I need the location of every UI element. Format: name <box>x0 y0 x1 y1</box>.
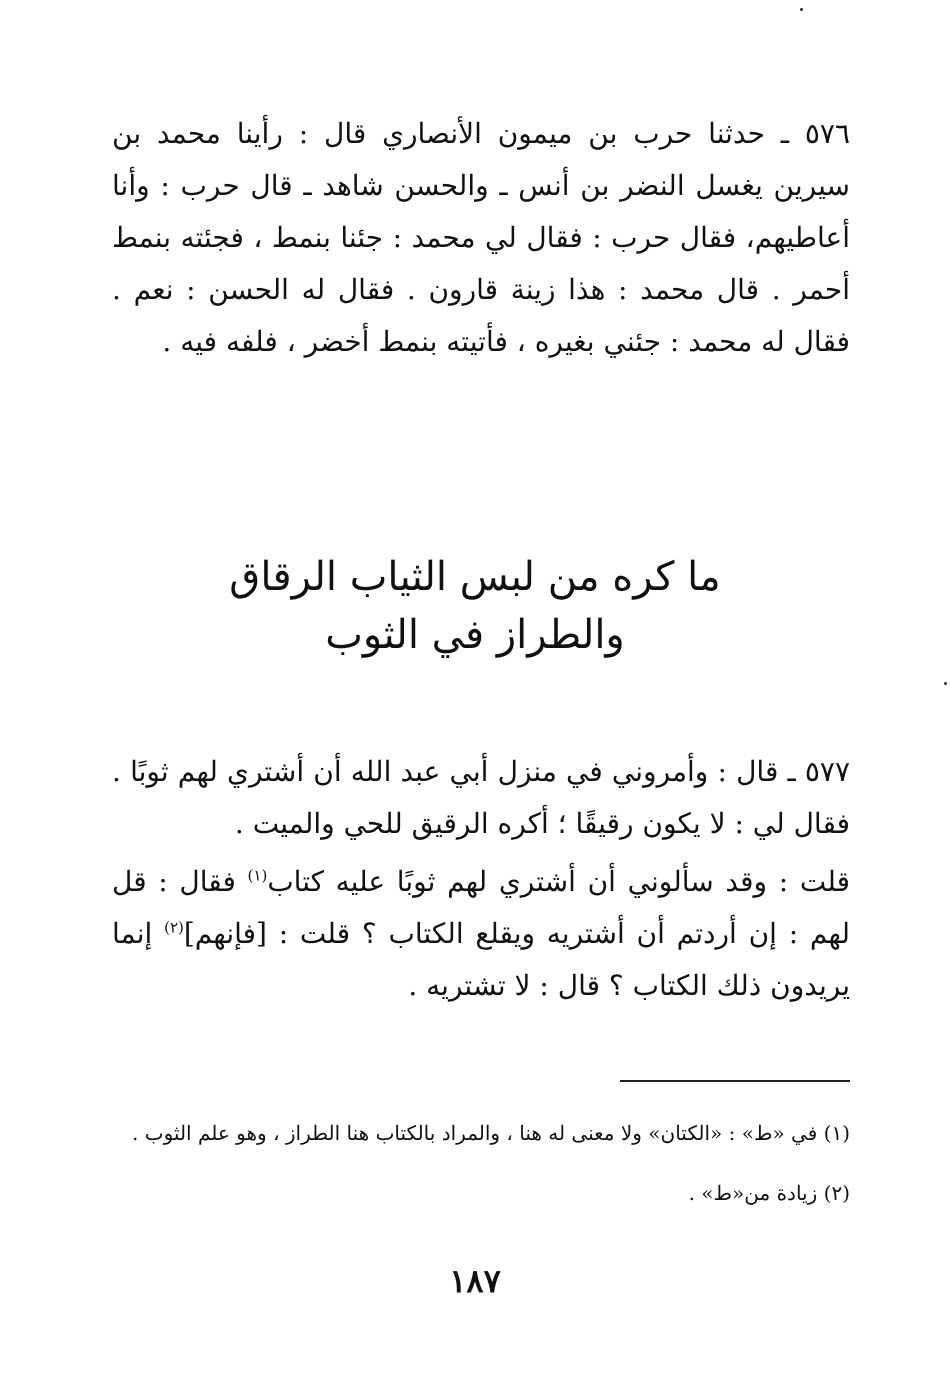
continuation-text-2: فقال : قل لهم : إن أردتم أن أشتريه ويقلع الكتاب ؟ قلت : [فإنهم] <box>112 865 850 950</box>
page-number: ١٨٧ <box>449 1262 501 1300</box>
scan-speck-right <box>944 682 947 685</box>
footnote-separator <box>620 1080 850 1082</box>
hadith-577-paragraph: ٥٧٧ ـ قال : وأمروني في منزل أبي عبد الله أن أشتري لهم ثوبًا . فقال لي : لا يكون رقيقًا ؛ أكره الرقيق للحي والميت . <box>112 755 850 840</box>
continuation-text-1: قلت : وقد سألوني أن أشتري لهم ثوبًا عليه كتاب <box>267 865 850 898</box>
footnote-2: (٢) زيادة من«ط» . <box>688 1181 850 1205</box>
hadith-577-continuation <box>112 856 850 1012</box>
continuation-text-3: إنما يريدون ذلك الكتاب ؟ قال : لا تشتريه . <box>112 917 850 1002</box>
footnote-ref-1: (١) <box>247 866 268 885</box>
chapter-heading-line-2: والطراز في الثوب <box>325 612 625 658</box>
footnote-ref-2: (٢) <box>164 918 184 937</box>
chapter-heading-line-1: ما كره من لبس الثياب الرقاق <box>229 554 721 600</box>
footnote-1: (١) في «ط» : «الكتان» ولا معنى له هنا ، والمراد بالكتاب هنا الطراز ، وهو علم الثوب . <box>132 1121 850 1145</box>
scan-speck-top <box>800 8 803 11</box>
hadith-576-paragraph: ٥٧٦ ـ حدثنا حرب بن ميمون الأنصاري قال : رأينا محمد بن سيرين يغسل النضر بن أنس ـ والحسن شاهد ـ قال حرب : وأنا أعاطيهم، فقال حرب : فقال لي محمد : جئنا بنمط ، فجئته بنمط أحمر . قال محمد : هذا زينة قارون . فقال له الحسن : نعم . فقال له محمد : جئني بغيره ، فأتيته بنمط أخضر ، فلفه فيه . <box>112 117 850 358</box>
chapter-heading <box>150 548 800 664</box>
